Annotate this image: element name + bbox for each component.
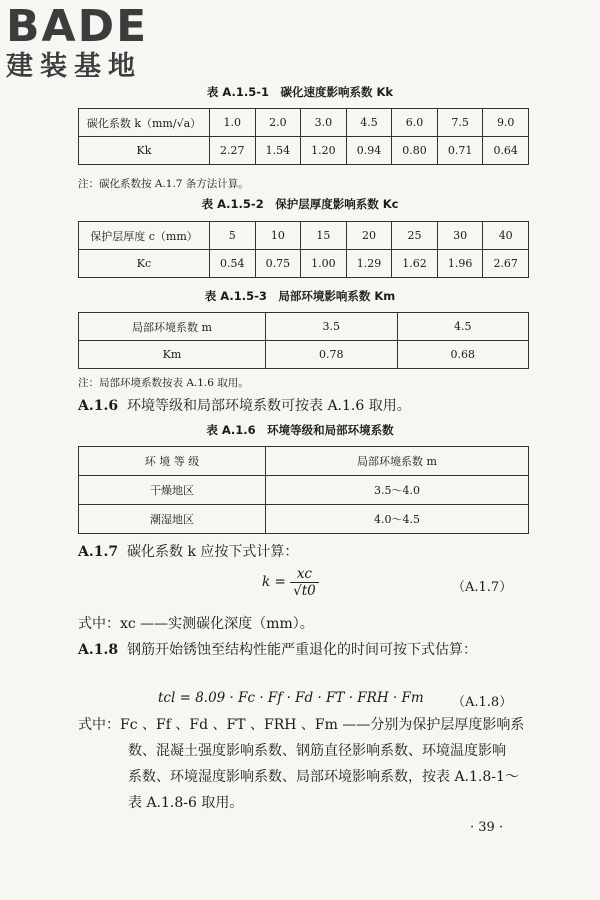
table-cell: 0.75 bbox=[255, 250, 301, 278]
clause-text: 环境等级和局部环境系数可按表 A.1.6 取用。 bbox=[127, 398, 411, 414]
table-cell: 0.68 bbox=[397, 341, 529, 369]
equation-number: （A.1.8） bbox=[452, 695, 513, 710]
table-cell: 1.96 bbox=[437, 250, 483, 278]
table-row bbox=[79, 476, 529, 505]
formula-numerator: xc bbox=[290, 566, 319, 583]
table1 bbox=[78, 108, 529, 165]
table-cell: 0.80 bbox=[392, 137, 438, 165]
table-cell: 干燥地区 bbox=[79, 476, 266, 505]
table-cell: 1.29 bbox=[346, 250, 392, 278]
where-clause-a17: 式中：xc ——实测碳化深度（mm）。 bbox=[78, 616, 314, 632]
table4-col1-header: 环 境 等 级 bbox=[79, 447, 266, 476]
table-cell: 1.54 bbox=[255, 137, 301, 165]
table-cell: 0.94 bbox=[346, 137, 392, 165]
table-cell: 30 bbox=[437, 222, 483, 250]
table-cell: 1.20 bbox=[301, 137, 347, 165]
table-cell: 4.5 bbox=[346, 109, 392, 137]
table-cell: 40 bbox=[483, 222, 529, 250]
where-clause-a18 bbox=[78, 712, 530, 816]
table3-header-cell: 局部环境系数 m bbox=[79, 313, 266, 341]
table1-caption: 表 A.1.5-1 碳化速度影响系数 Kk bbox=[206, 85, 394, 99]
table-row bbox=[79, 222, 529, 250]
table-row bbox=[79, 313, 529, 341]
table-row bbox=[79, 137, 529, 165]
formula-lhs: k = bbox=[262, 574, 286, 590]
table2-row-label: Kc bbox=[79, 250, 210, 278]
table-row bbox=[79, 447, 529, 476]
table-cell: 25 bbox=[392, 222, 438, 250]
table-cell: 潮湿地区 bbox=[79, 505, 266, 534]
table-cell: 3.0 bbox=[301, 109, 347, 137]
formula-a17 bbox=[262, 566, 319, 599]
table4-caption: 表 A.1.6 环境等级和局部环境系数 bbox=[206, 423, 394, 437]
logo-wordmark: BADE bbox=[6, 1, 149, 52]
table-cell: 7.5 bbox=[437, 109, 483, 137]
paragraph-a18 bbox=[78, 638, 530, 662]
table2-header-cell: 保护层厚度 c（mm） bbox=[79, 222, 210, 250]
where-line: 表 A.1.8-6 取用。 bbox=[128, 795, 244, 811]
paragraph-a17 bbox=[78, 540, 530, 564]
clause-number: A.1.6 bbox=[78, 398, 119, 414]
paragraph-a16 bbox=[78, 394, 530, 418]
clause-number: A.1.8 bbox=[78, 642, 119, 658]
table-cell: 9.0 bbox=[483, 109, 529, 137]
table-cell: 20 bbox=[346, 222, 392, 250]
table1-note: 注：碳化系数按 A.1.7 条方法计算。 bbox=[78, 178, 249, 190]
formula-fraction bbox=[290, 566, 319, 599]
table-cell: 3.5 bbox=[266, 313, 398, 341]
table1-header-cell: 碳化系数 k（mm/√a） bbox=[79, 109, 210, 137]
table-cell: 5 bbox=[210, 222, 256, 250]
table-cell: 3.5～4.0 bbox=[266, 476, 529, 505]
formula-denominator: √t0 bbox=[293, 583, 316, 599]
table3-caption: 表 A.1.5-3 局部环境影响系数 Km bbox=[204, 289, 396, 303]
table-cell: 2.0 bbox=[255, 109, 301, 137]
equation-number: （A.1.7） bbox=[452, 580, 513, 595]
table3-note: 注：局部环境系数按表 A.1.6 取用。 bbox=[78, 377, 249, 389]
table1-row-label: Kk bbox=[79, 137, 210, 165]
table-row bbox=[79, 505, 529, 534]
table-cell: 0.71 bbox=[437, 137, 483, 165]
table-cell: 10 bbox=[255, 222, 301, 250]
table-cell: 4.5 bbox=[397, 313, 529, 341]
table3 bbox=[78, 312, 529, 369]
page-number: · 39 · bbox=[470, 820, 504, 835]
table-cell: 6.0 bbox=[392, 109, 438, 137]
table-cell: 2.27 bbox=[210, 137, 256, 165]
table-row bbox=[79, 250, 529, 278]
formula-a18: tcl = 8.09 · Fc · Ff · Fd · FT · FRH · Fm bbox=[158, 690, 424, 706]
table-row bbox=[79, 341, 529, 369]
table2 bbox=[78, 221, 529, 278]
table-cell: 1.62 bbox=[392, 250, 438, 278]
where-line: 数、混凝土强度影响系数、钢筋直径影响系数、环境温度影响 bbox=[128, 743, 506, 759]
where-line: 式中：Fc 、Ff 、Fd 、FT 、FRH 、Fm ——分别为保护层厚度影响系 bbox=[78, 717, 525, 733]
table4 bbox=[78, 446, 529, 534]
table3-row-label: Km bbox=[79, 341, 266, 369]
clause-number: A.1.7 bbox=[78, 544, 119, 560]
logo-subtitle: 建装基地 bbox=[6, 51, 142, 82]
table-cell: 15 bbox=[301, 222, 347, 250]
table2-caption: 表 A.1.5-2 保护层厚度影响系数 Kc bbox=[201, 197, 399, 211]
table4-col2-header: 局部环境系数 m bbox=[266, 447, 529, 476]
site-logo bbox=[6, 1, 176, 82]
clause-text: 碳化系数 k 应按下式计算： bbox=[127, 544, 299, 560]
table-cell: 1.00 bbox=[301, 250, 347, 278]
table-cell: 0.64 bbox=[483, 137, 529, 165]
table-row bbox=[79, 109, 529, 137]
table-cell: 2.67 bbox=[483, 250, 529, 278]
table-cell: 1.0 bbox=[210, 109, 256, 137]
table-cell: 0.54 bbox=[210, 250, 256, 278]
clause-text: 钢筋开始锈蚀至结构性能严重退化的时间可按下式估算： bbox=[127, 642, 477, 658]
table-cell: 4.0～4.5 bbox=[266, 505, 529, 534]
table-cell: 0.78 bbox=[266, 341, 398, 369]
where-line: 系数、环境湿度影响系数、局部环境影响系数，按表 A.1.8-1～ bbox=[128, 769, 519, 785]
